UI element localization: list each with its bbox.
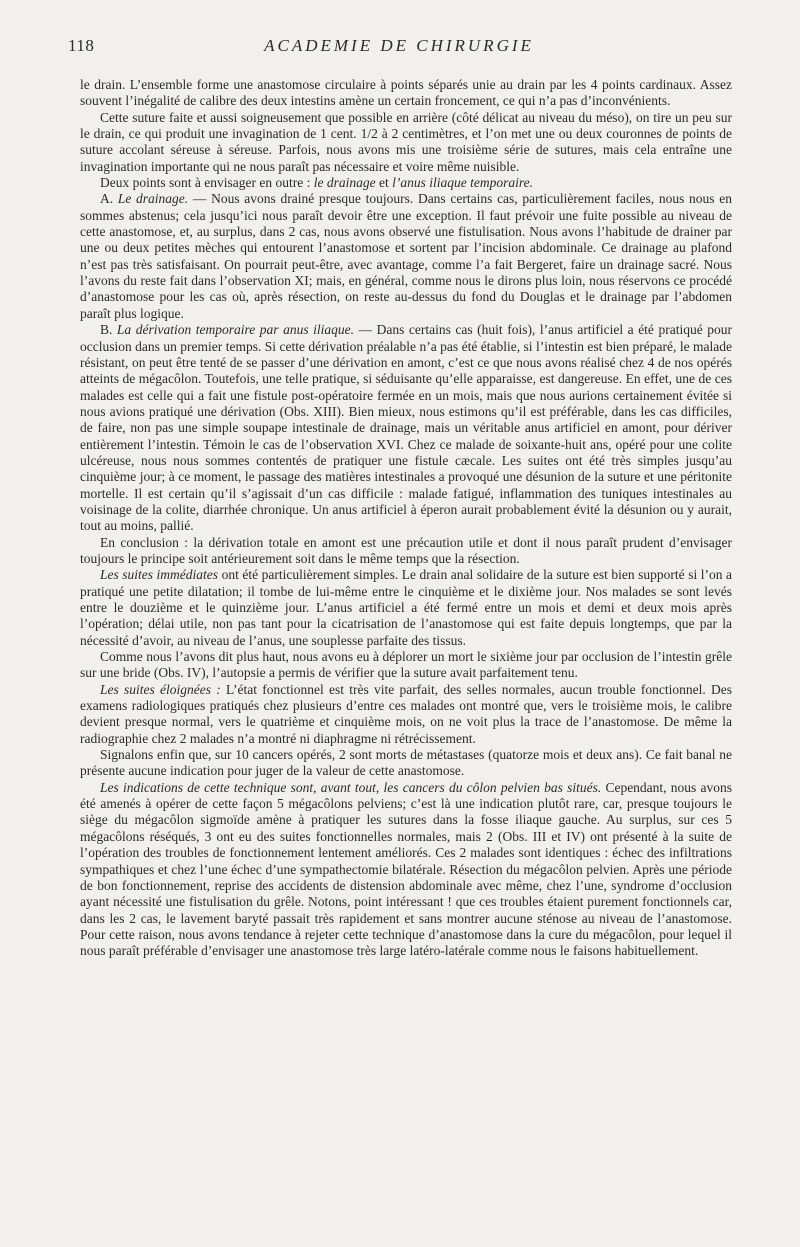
paragraph	[80, 649, 732, 682]
italic-text: La dérivation temporaire par anus iliaque.	[116, 322, 354, 338]
paragraph-text: L’état fonctionnel est très vite parfait, des selles normales, aucun trouble fonctionnel. Des examens radiologiques pratiqués chez plusieurs d’entre ces malades ont montré que, vers le troisième mois, le calibre devient presque normal, vers le quatrième et cinquième mois, on ne voit plus la trace de l’anastomose. De même la radiographie chez 2 malades n’a montré ni diaphragme ni rétrécissement.	[80, 681, 733, 746]
italic-text: Les suites immédiates	[100, 567, 219, 583]
paragraph-text: Signalons enfin que, sur 10 cancers opérés, 2 sont morts de métastases (quatorze mois et deux ans). Ce fait banal ne présente aucune indication pour juger de la valeur de cette anastomose.	[80, 747, 732, 779]
paragraph-text: le drain. L’ensemble forme une anastomose circulaire à points séparés unie au drain par les 4 points cardinaux. Assez souvent l’inégalité de calibre des deux intestins amène un certain froncement, ce qui n’a pas d’inconvénients.	[80, 77, 732, 109]
paragraph	[80, 747, 732, 780]
paragraph-text: Cependant, nous avons été amenés à opérer de cette façon 5 mégacôlons pelviens; c’est là une indication plutôt rare, car, presque toujours le siège du mégacôlon sigmoïde amène à pratiquer les sutures dans la fosse iliaque gauche. Au surplus, sur ces 5 mégacôlons réséqués, 3 ont eu des suites fonctionnelles normales, mais 2 (Obs. III et IV) ont présenté à la suite de l’opération des troubles de fonctionnement lentement améliorés. Ces 2 malades sont identiques : échec des infiltrations sympathiques et chez l’une échec d’une sympathectomie bilatérale. Résection du mégacôlon pelvien. Après une période de bon fonctionnement, reprise des accidents de distension abdominale avec même, chez l’une, syndrome d’occlusion ayant nécessité une fistulisation du grêle. Notons, point intéressant ! que ces troubles étaient purement fonctionnels car, dans les 2 cas, le lavement baryté passait très rapidement et sans montrer aucune sténose au niveau de l’anastomose. Pour cette raison, nous avons tendance à rejeter cette technique d’anastomose dans la cure du mégacôlon, pour lequel il nous paraît préférable d’envisager une anastomose très large latéro-latérale comme nous le faisons habituellement.	[80, 779, 733, 959]
paragraph-text: A.	[100, 191, 118, 207]
italic-text: l’anus iliaque temporaire.	[392, 175, 533, 191]
italic-text: le drainage	[313, 175, 376, 191]
paragraph	[80, 567, 732, 649]
paragraph-text: Cette suture faite et aussi soigneusement que possible en arrière (côté délicat au niveau du méso), on tire un peu sur le drain, ce qui produit une invagination de 1 cent. 1/2 à 2 centimètres, et l’on met une ou deux couronnes de points de suture accolant séreuse à séreuse. Parfois, nous avons mis une troisième série de sutures, mais cela entraîne une invagination importante qui ne nous paraît pas nécessaire et voire même nuisible.	[80, 109, 732, 174]
paragraph	[80, 110, 732, 175]
paragraph-text: et	[375, 175, 393, 191]
page-number: 118	[68, 36, 95, 55]
paragraph	[80, 322, 732, 534]
paragraph	[80, 191, 732, 322]
paragraph-text: Deux points sont à envisager en outre :	[100, 175, 314, 191]
paragraph	[80, 535, 732, 568]
paragraph	[80, 682, 732, 747]
paragraph	[80, 780, 732, 960]
italic-text: Les indications de cette technique sont, avant tout, les cancers du côlon pelvien bas situés.	[100, 779, 602, 795]
page-header	[68, 36, 730, 60]
running-head: ACADEMIE DE CHIRURGIE	[264, 36, 534, 55]
paragraph-text: En conclusion : la dérivation totale en amont est une précaution utile et dont il nous paraît prudent d’envisager toujours le principe soit antérieurement soit dans le même temps que la résection.	[80, 534, 732, 566]
paragraph-text: Comme nous l’avons dit plus haut, nous avons eu à déplorer un mort le sixième jour par occlusion de l’intestin grêle sur une bride (Obs. IV), l’autopsie a permis de vérifier que la suture avait parfaitement tenu.	[80, 649, 732, 681]
body-text	[80, 77, 732, 960]
italic-text: Le drainage.	[117, 191, 189, 207]
italic-text: Les suites éloignées :	[100, 681, 221, 697]
paragraph	[80, 77, 732, 110]
paragraph-text: B.	[100, 322, 117, 338]
paragraph-text: — Dans certains cas (huit fois), l’anus artificiel a été pratiqué pour occlusion dans un premier temps. Si cette dérivation préalable n’a pas été établie, si l’intestin est bien préparé, le malade résistant, on peut être tenté de se passer d’une dérivation en amont, c’est ce que nous avons réalisé chez 4 de nos opérés atteints de mégacôlon. Toutefois, une telle pratique, si séduisante qu’elle apparaisse, est dangereuse. En effet, une de ces malades est celle qui a fait une fistule post-opératoire fermée en un mois, mais que nous aurions certainement évitée si nous avions pratiqué une dérivation (Obs. XIII). Bien mieux, nous estimons qu’il est préférable, dans les cas difficiles, de faire, non pas une simple soupape intestinale de drainage, mais un véritable anus artificiel en amont, pour dériver entièrement l’intestin. Témoin le cas de l’observation XVI. Chez ce malade de soixante-huit ans, opéré pour une colite ulcéreuse, nous nous sommes contentés de pratiquer une fistule cæcale. Les suites ont été très simples jusqu’au cinquième jour; à ce moment, le passage des matières intestinales a provoqué une désunion de la suture et une péritonite mortelle. Il est certain qu’il s’agissait d’un cas difficile : malade fatigué, inflammation des tuniques intestinales au voisinage de la colite, diarrhée chronique. Un anus artificiel à éperon aurait probablement évité la désunion ou y aurait, tout au moins, pallié.	[80, 322, 732, 534]
paragraph-text: ont été particulièrement simples. Le drain anal solidaire de la suture est bien supporté si l’on a pratiqué une petite dilatation; il tombe de lui-même entre le cinquième et le dixième jour. Nos malades se sont levés entre le douzième et le quinzième jour. L’anus artificiel a été fermé entre un mois et demi et deux mois après l’opération; délai utile, non pas tant pour la cicatrisation de l’anastomose qui est faite depuis longtemps, que par la nécessité d’avoir, au niveau de l’anus, une souplesse parfaite des tissus.	[80, 567, 733, 648]
paragraph-text: — Nous avons drainé presque toujours. Dans certains cas, particulièrement faciles, nous nous en sommes abstenus; cela jusqu’ici nous paraît devoir être une exception. Il faut prévoir une fuite possible au niveau de cette anastomose, et, au surplus, dans 2 cas, nous avons observé une fistulisation. Nous avons l’habitude de drainer par une ou deux petites mèches qui entourent l’anastomose et sortent par l’incision abdominale. Ce drainage au plafond n’est pas très satisfaisant. On pourrait peut-être, avec avantage, comme l’a fait Bergeret, faire un drainage sacré. Nous l’avons du reste fait dans l’observation XI; mais, en général, comme nous le dirons plus loin, nous réservons ce procédé d’anastomose pour les cas où, après résection, on reste au-dessus du fond du Douglas et le drainage par l’abdomen paraît plus logique.	[80, 191, 733, 321]
paragraph	[80, 175, 732, 191]
